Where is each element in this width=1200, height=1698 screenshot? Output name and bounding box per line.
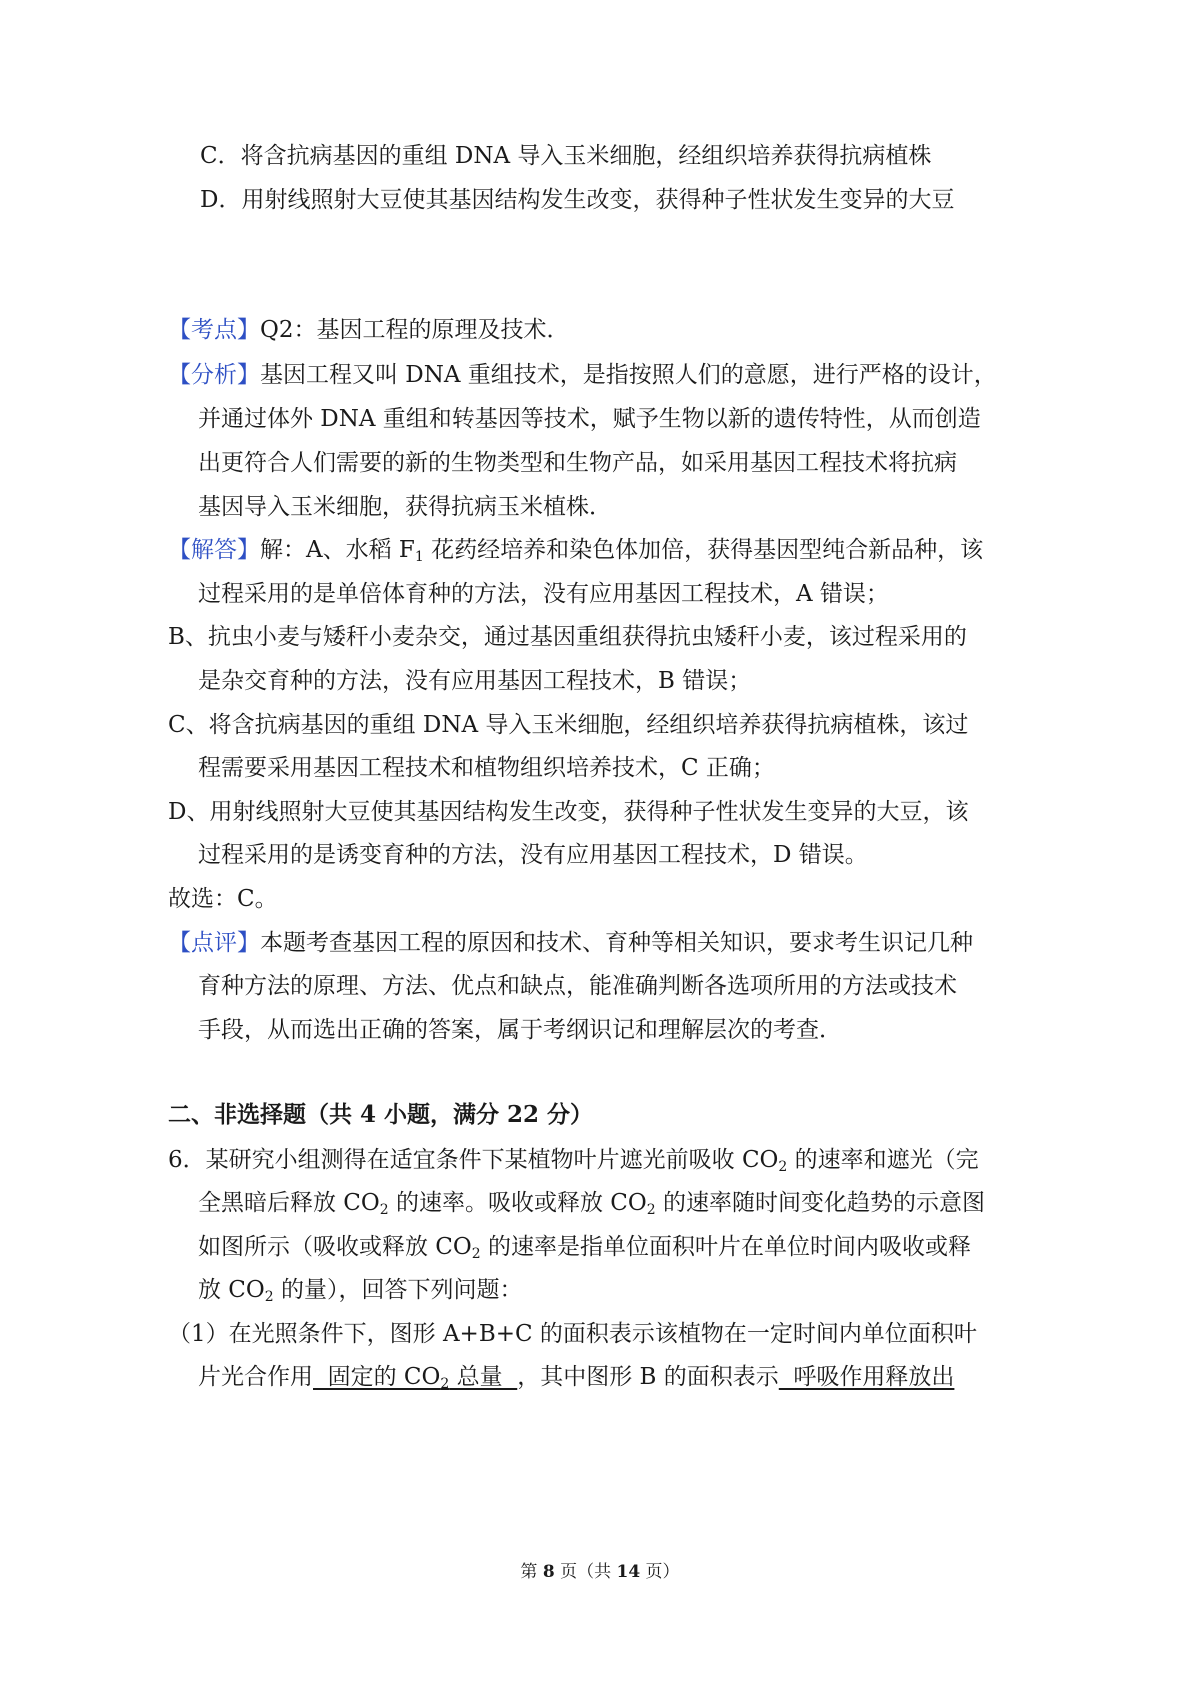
kaodian-text: Q2：基因工程的原理及技术． (260, 317, 570, 343)
section-heading: 二、非选择题（共 4 小题，满分 22 分） (168, 1101, 594, 1128)
fenxi-line-4: 基因导入玉米细胞，获得抗病玉米植株． (198, 494, 612, 520)
q6-line-4: 放 $CO_2$ 的量），回答下列问题： (198, 1277, 523, 1305)
q6-line-3: 如图所示（吸收或释放 $CO_2$ 的速率是指单位面积叶片在单位时间内吸收或释 (198, 1234, 971, 1262)
answer-blank-2: 呼吸作用释放出 (778, 1364, 955, 1390)
jieda-line-2: 过程采用的是单倍体育种的方法，没有应用基因工程技术，A 错误； (198, 581, 889, 607)
jieda-line-5: C、将含抗病基因的重组 DNA 导入玉米细胞，经组织培养获得抗病植株，该过 (168, 712, 969, 738)
q6-line-2: 全黑暗后释放 $CO_2$ 的速率。吸收或释放 $CO_2$ 的速率随时间变化趋势的示意图 (198, 1190, 985, 1218)
jieda-line-3: B、抗虫小麦与矮秆小麦杂交，通过基因重组获得抗虫矮秆小麦，该过程采用的 (168, 624, 967, 650)
fenxi-line-2: 并通过体外 DNA 重组和转基因等技术，赋予生物以新的遗传特性，从而创造 (198, 406, 981, 432)
option-c: C．将含抗病基因的重组 DNA 导入玉米细胞，经组织培养获得抗病植株 (200, 143, 932, 169)
q6-part1-line-2: 片光合作用 固定的 $CO_2$ 总量 ，其中图形 B 的面积表示 呼吸作用释放出 (198, 1364, 955, 1392)
q6-line-1: 6．某研究小组测得在适宜条件下某植物叶片遮光前吸收 $CO_2$ 的速率和遮光（完 (168, 1147, 979, 1175)
page-footer: 第 8 页（共 14 页） (520, 1562, 680, 1582)
dianping-tag: 【点评】 (168, 930, 260, 956)
q6-part1-line-1: （1）在光照条件下，图形 A+B+C 的面积表示该植物在一定时间内单位面积叶 (168, 1321, 977, 1347)
option-d: D．用射线照射大豆使其基因结构发生改变，获得种子性状发生变异的大豆 (200, 187, 955, 213)
jieda-tag: 【解答】 (168, 537, 260, 563)
kaodian-tag: 【考点】 (168, 317, 260, 343)
jieda-line-6: 程需要采用基因工程技术和植物组织培养技术，C 正确； (198, 755, 775, 781)
fenxi-line-1: 【分析】基因工程又叫 DNA 重组技术，是指按照人们的意愿，进行严格的设计， (168, 362, 997, 388)
fenxi-line-3: 出更符合人们需要的新的生物类型和生物产品，如采用基因工程技术将抗病 (198, 450, 957, 476)
jieda-line-1: 【解答】解：A、水稻 $F_1$ 花药经培养和染色体加倍，获得基因型纯合新品种，该 (168, 537, 984, 565)
jieda-line-7: D、用射线照射大豆使其基因结构发生改变，获得种子性状发生变异的大豆，该 (168, 799, 969, 825)
dianping-line-2: 育种方法的原理、方法、优点和缺点，能准确判断各选项所用的方法或技术 (198, 973, 957, 999)
fenxi-tag: 【分析】 (168, 362, 260, 388)
dianping-line-3: 手段，从而选出正确的答案，属于考纲识记和理解层次的考查． (198, 1017, 842, 1043)
jieda-answer: 故选：C。 (168, 886, 278, 912)
page-total: 14 (616, 1562, 641, 1582)
jieda-line-8: 过程采用的是诱变育种的方法，没有应用基因工程技术，D 错误。 (198, 842, 868, 868)
answer-blank-1: 固定的 $CO_2$ 总量 (313, 1364, 518, 1392)
kaodian-line (0, 315, 1200, 345)
dianping-line-1: 【点评】本题考查基因工程的原因和技术、育种等相关知识，要求考生识记几种 (168, 930, 973, 956)
jieda-line-4: 是杂交育种的方法，没有应用基因工程技术，B 错误； (198, 668, 752, 694)
page-number: 8 (542, 1562, 555, 1582)
